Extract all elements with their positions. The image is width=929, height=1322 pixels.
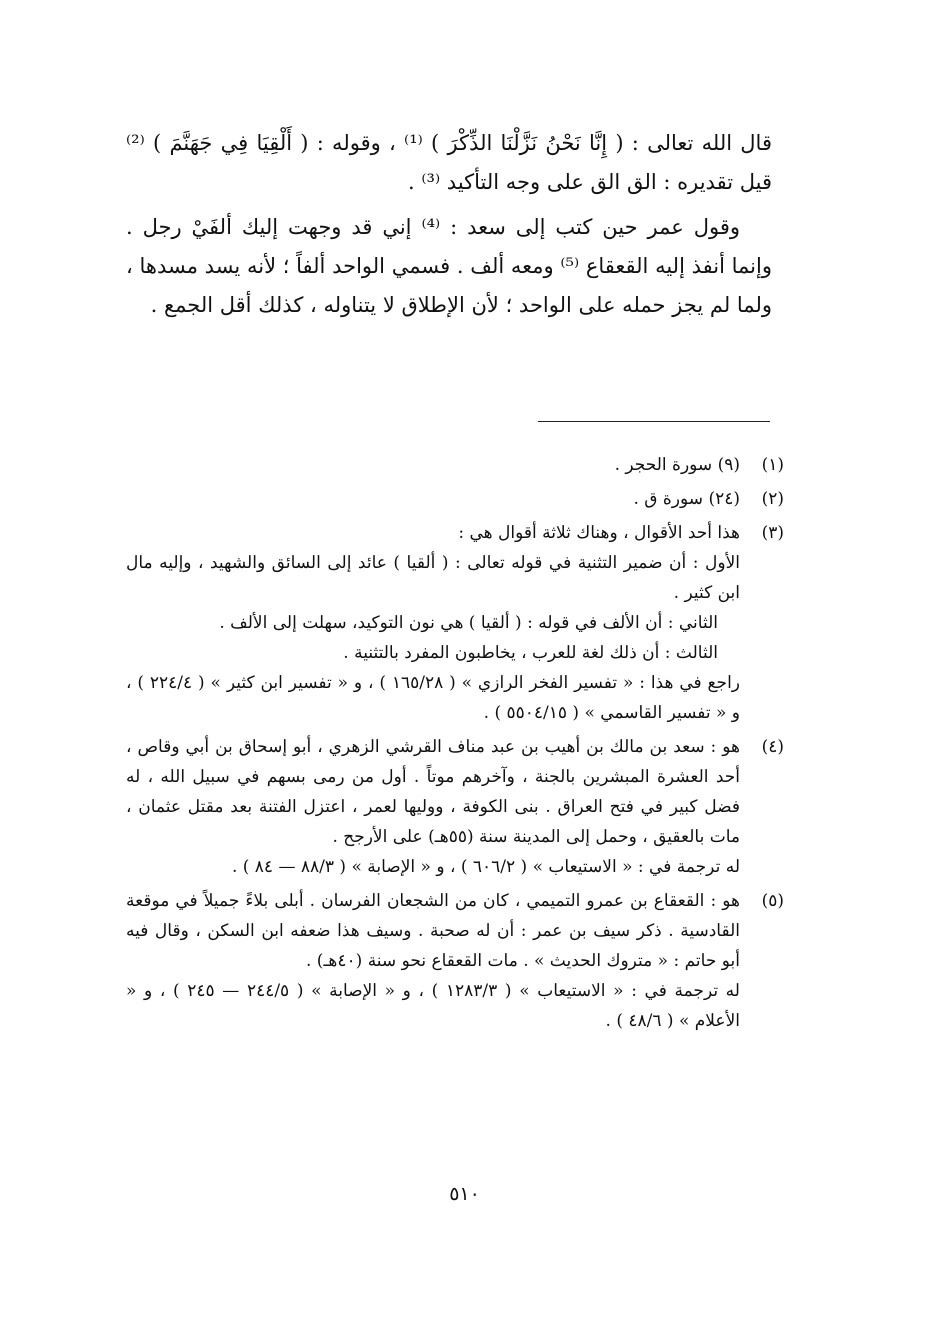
- page-number: ٥١٠: [449, 1183, 480, 1205]
- footnote-5: [126, 886, 784, 1036]
- footnotes: [126, 450, 784, 1040]
- footnote-1: [126, 450, 784, 480]
- footnote-text: [126, 886, 740, 1036]
- footnote-2: [126, 484, 784, 514]
- footnote-text: (٢٤) سورة ق .: [633, 489, 740, 509]
- footnote-references: راجع في هذا : « تفسير الفخر الرازي » ( ١٦٥/٢٨ ) ، و « تفسير ابن كثير » ( ٢٢٤/٤ ) ، و « تفسير القاسمي » ( ٥٥٠٤/١٥ ) .: [126, 673, 740, 723]
- footnote-separator: [538, 421, 770, 422]
- footnote-3: [126, 518, 784, 728]
- footnote-number: (٤): [761, 737, 784, 757]
- footnote-number: (١): [761, 455, 784, 475]
- paragraph-1: قال الله تعالى : ( إِنَّا نَحْنُ نَزَّلْنَا الذِّكْرَ ) ⁽¹⁾ ، وقوله : ( أَلْقِيَا فِي جَهَنَّمَ ) ⁽²⁾ قيل تقديره : الق الق على وجه التأكيد ⁽³⁾ .: [126, 131, 772, 194]
- biography: هو : سعد بن مالك بن أهيب بن عبد مناف القرشي الزهري ، أبو إسحاق بن أبي وقاص ، أحد العشرة المبشرين بالجنة ، وآخرهم موتاً . أول من رمى بسهم في سبيل الله ، له فضل كبير في فتح العراق . بنى الكوفة ، ووليها لعمر ، اعتزل الفتنة بعد مقتل عثمان ، مات بالعقيق ، وحمل إلى المدينة سنة (٥٥هـ) على الأرجح .: [126, 737, 740, 847]
- biography: هو : القعقاع بن عمرو التميمي ، كان من الشجعان الفرسان . أبلى بلاءً جميلاً في موقعة القادسية . ذكر سيف بن عمر : أن له صحبة . وسيف هذا ضعفه ابن السكن ، وقال فيه أبو حاتم : « متروك الحديث » . مات القعقاع نحو سنة (٤٠هـ) .: [126, 891, 740, 971]
- footnote-number: (٥): [761, 891, 784, 911]
- footnote-text: (٩) سورة الحجر .: [614, 455, 740, 475]
- footnote-text: [126, 732, 740, 882]
- main-text: [126, 124, 772, 325]
- opinion-first: الأول : أن ضمير التثنية في قوله تعالى : ( ألقيا ) عائد إلى السائق والشهيد ، وإليه مال ابن كثير .: [126, 553, 740, 603]
- footnote-references: له ترجمة في : « الاستيعاب » ( ٦٠٦/٢ ) ، و « الإصابة » ( ٨٨/٣ — ٨٤ ) .: [231, 857, 740, 877]
- footnote-number: (٢): [761, 489, 784, 509]
- footnote-4: [126, 732, 784, 882]
- opinion-second: الثاني : أن الألف في قوله : ( ألقيا ) هي نون التوكيد، سهلت إلى الألف .: [219, 613, 718, 633]
- footnote-text: [126, 518, 740, 728]
- paragraph-2: وقول عمر حين كتب إلى سعد : ⁽⁴⁾ إني قد وجهت إليك ألفَيْ رجل . وإنما أنفذ إليه القعقاع ⁽⁵⁾ ومعه ألف . فسمي الواحد ألفاً ؛ لأنه يسد مسدها ، ولما لم يجز حمله على الواحد ؛ لأن الإطلاق لا يتناوله ، كذلك أقل الجمع .: [126, 215, 772, 317]
- footnote-number: (٣): [761, 523, 784, 543]
- opinion-third: الثالث : أن ذلك لغة للعرب ، يخاطبون المفرد بالتثنية .: [343, 643, 718, 663]
- footnote-references: له ترجمة في : « الاستيعاب » ( ١٢٨٣/٣ ) ، و « الإصابة » ( ٢٤٤/٥ — ٢٤٥ ) ، و « الأعلام » ( ٤٨/٦ ) .: [126, 981, 740, 1031]
- footnote-intro: هذا أحد الأقوال ، وهناك ثلاثة أقوال هي :: [458, 523, 740, 543]
